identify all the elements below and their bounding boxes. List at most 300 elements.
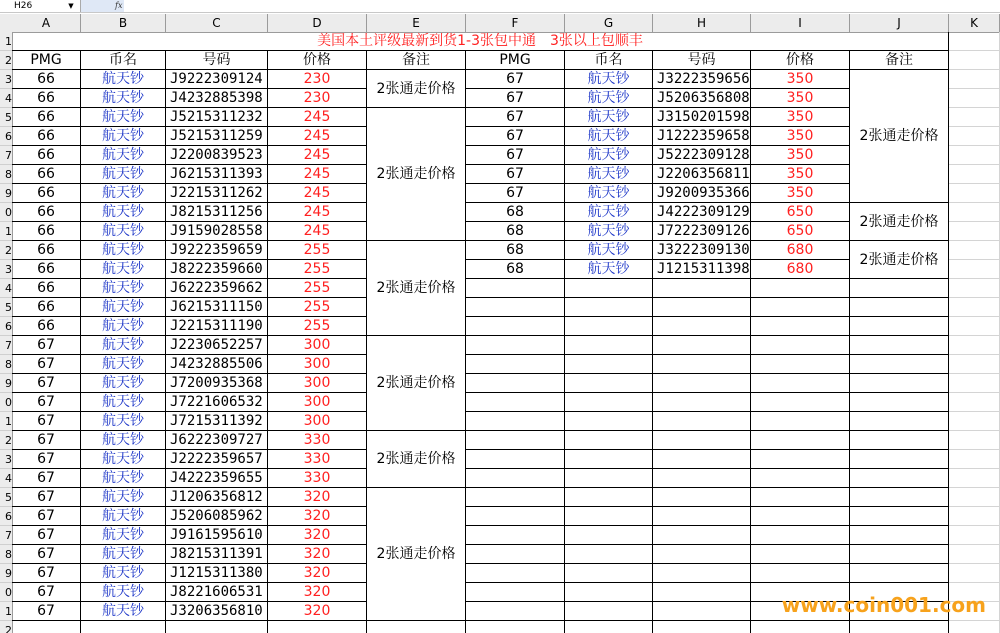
grid-cell[interactable] bbox=[565, 374, 653, 393]
serial-cell[interactable]: J2200839523 bbox=[166, 146, 268, 165]
coin-name-cell[interactable]: 航天钞 bbox=[81, 336, 166, 355]
grid-cell[interactable] bbox=[653, 564, 751, 583]
grid-cell[interactable] bbox=[565, 355, 653, 374]
grid-cell[interactable] bbox=[653, 355, 751, 374]
serial-cell[interactable]: J6215311150 bbox=[166, 298, 268, 317]
grid-cell[interactable] bbox=[850, 545, 949, 564]
row-header[interactable]: 5 bbox=[0, 108, 12, 127]
pmg-cell[interactable]: 67 bbox=[12, 374, 81, 393]
grid-cell[interactable] bbox=[850, 469, 949, 488]
grid-cell[interactable] bbox=[653, 488, 751, 507]
chevron-down-icon[interactable]: ▼ bbox=[68, 2, 74, 10]
serial-cell[interactable]: J2215311262 bbox=[166, 184, 268, 203]
note-cell[interactable]: 2张通走价格 bbox=[850, 203, 949, 241]
note-cell[interactable]: 2张通走价格 bbox=[367, 488, 466, 621]
price-cell[interactable]: 680 bbox=[751, 241, 850, 260]
grid-cell[interactable] bbox=[850, 336, 949, 355]
price-cell[interactable]: 350 bbox=[751, 165, 850, 184]
grid-cell[interactable] bbox=[268, 621, 367, 633]
serial-cell[interactable]: J6215311393 bbox=[166, 165, 268, 184]
grid-cell[interactable] bbox=[949, 317, 1000, 336]
serial-cell[interactable]: J9222359659 bbox=[166, 241, 268, 260]
pmg-cell[interactable]: 66 bbox=[12, 89, 81, 108]
row-header[interactable]: 4 bbox=[0, 279, 12, 298]
grid-cell[interactable] bbox=[850, 317, 949, 336]
grid-cell[interactable] bbox=[653, 317, 751, 336]
pmg-cell[interactable]: 67 bbox=[12, 412, 81, 431]
serial-cell[interactable]: J2222359657 bbox=[166, 450, 268, 469]
price-cell[interactable]: 230 bbox=[268, 89, 367, 108]
grid-cell[interactable] bbox=[751, 336, 850, 355]
serial-cell[interactable]: J9222309124 bbox=[166, 70, 268, 89]
grid-cell[interactable] bbox=[949, 621, 1000, 633]
grid-cell[interactable] bbox=[565, 279, 653, 298]
grid-cell[interactable] bbox=[565, 450, 653, 469]
grid-cell[interactable] bbox=[565, 507, 653, 526]
pmg-cell[interactable]: 67 bbox=[12, 393, 81, 412]
column-header[interactable]: J bbox=[850, 14, 949, 32]
grid-cell[interactable] bbox=[653, 621, 751, 633]
grid-cell[interactable] bbox=[949, 298, 1000, 317]
grid-cell[interactable] bbox=[751, 298, 850, 317]
row-header[interactable]: 2 bbox=[0, 621, 12, 633]
serial-cell[interactable]: J8222359660 bbox=[166, 260, 268, 279]
coin-name-cell[interactable]: 航天钞 bbox=[565, 203, 653, 222]
grid-cell[interactable] bbox=[466, 564, 565, 583]
serial-cell[interactable]: J3222359656 bbox=[653, 70, 751, 89]
pmg-cell[interactable]: 66 bbox=[12, 108, 81, 127]
price-cell[interactable]: 330 bbox=[268, 450, 367, 469]
grid-cell[interactable] bbox=[751, 412, 850, 431]
coin-name-cell[interactable]: 航天钞 bbox=[565, 222, 653, 241]
serial-cell[interactable]: J3222309130 bbox=[653, 241, 751, 260]
price-cell[interactable]: 245 bbox=[268, 127, 367, 146]
column-title[interactable]: PMG bbox=[12, 51, 81, 70]
price-cell[interactable]: 350 bbox=[751, 108, 850, 127]
grid-cell[interactable] bbox=[850, 526, 949, 545]
grid-cell[interactable] bbox=[850, 488, 949, 507]
grid-cell[interactable] bbox=[466, 317, 565, 336]
pmg-cell[interactable]: 66 bbox=[12, 279, 81, 298]
price-cell[interactable]: 245 bbox=[268, 222, 367, 241]
price-cell[interactable]: 245 bbox=[268, 165, 367, 184]
pmg-cell[interactable]: 66 bbox=[12, 260, 81, 279]
price-cell[interactable]: 300 bbox=[268, 412, 367, 431]
price-cell[interactable]: 650 bbox=[751, 222, 850, 241]
serial-cell[interactable]: J2206356811 bbox=[653, 165, 751, 184]
column-header[interactable]: E bbox=[367, 14, 466, 32]
price-cell[interactable]: 320 bbox=[268, 507, 367, 526]
row-header[interactable]: 1 bbox=[0, 412, 12, 431]
coin-name-cell[interactable]: 航天钞 bbox=[81, 507, 166, 526]
coin-name-cell[interactable]: 航天钞 bbox=[81, 260, 166, 279]
grid-cell[interactable] bbox=[565, 298, 653, 317]
coin-name-cell[interactable]: 航天钞 bbox=[81, 602, 166, 621]
row-header[interactable]: 3 bbox=[0, 450, 12, 469]
serial-cell[interactable]: J1206356812 bbox=[166, 488, 268, 507]
serial-cell[interactable]: J9159028558 bbox=[166, 222, 268, 241]
grid-cell[interactable] bbox=[850, 355, 949, 374]
price-cell[interactable]: 245 bbox=[268, 146, 367, 165]
grid-cell[interactable] bbox=[949, 507, 1000, 526]
coin-name-cell[interactable]: 航天钞 bbox=[81, 488, 166, 507]
grid-cell[interactable] bbox=[751, 317, 850, 336]
serial-cell[interactable]: J7215311392 bbox=[166, 412, 268, 431]
grid-cell[interactable] bbox=[751, 393, 850, 412]
grid-cell[interactable] bbox=[949, 165, 1000, 184]
serial-cell[interactable]: J2230652257 bbox=[166, 336, 268, 355]
row-header[interactable]: 0 bbox=[0, 583, 12, 602]
grid-cell[interactable] bbox=[949, 222, 1000, 241]
pmg-cell[interactable]: 67 bbox=[12, 336, 81, 355]
price-cell[interactable]: 255 bbox=[268, 317, 367, 336]
price-cell[interactable]: 300 bbox=[268, 355, 367, 374]
serial-cell[interactable]: J5206085962 bbox=[166, 507, 268, 526]
pmg-cell[interactable]: 67 bbox=[12, 545, 81, 564]
coin-name-cell[interactable]: 航天钞 bbox=[565, 127, 653, 146]
grid-cell[interactable] bbox=[565, 526, 653, 545]
grid-cell[interactable] bbox=[751, 526, 850, 545]
grid-cell[interactable] bbox=[949, 279, 1000, 298]
price-cell[interactable]: 350 bbox=[751, 70, 850, 89]
grid-cell[interactable] bbox=[949, 355, 1000, 374]
coin-name-cell[interactable]: 航天钞 bbox=[81, 279, 166, 298]
coin-name-cell[interactable]: 航天钞 bbox=[81, 374, 166, 393]
price-cell[interactable]: 300 bbox=[268, 374, 367, 393]
serial-cell[interactable]: J5215311259 bbox=[166, 127, 268, 146]
pmg-cell[interactable]: 67 bbox=[12, 488, 81, 507]
serial-cell[interactable]: J1222359658 bbox=[653, 127, 751, 146]
grid-cell[interactable] bbox=[751, 564, 850, 583]
grid-cell[interactable] bbox=[850, 412, 949, 431]
serial-cell[interactable]: J8215311391 bbox=[166, 545, 268, 564]
grid-cell[interactable] bbox=[466, 450, 565, 469]
coin-name-cell[interactable]: 航天钞 bbox=[81, 355, 166, 374]
note-cell[interactable]: 2张通走价格 bbox=[367, 70, 466, 108]
coin-name-cell[interactable]: 航天钞 bbox=[565, 184, 653, 203]
note-cell[interactable]: 2张通走价格 bbox=[850, 70, 949, 203]
grid-cell[interactable] bbox=[949, 241, 1000, 260]
grid-cell[interactable] bbox=[751, 374, 850, 393]
coin-name-cell[interactable]: 航天钞 bbox=[565, 70, 653, 89]
note-cell[interactable]: 2张通走价格 bbox=[367, 241, 466, 336]
grid-cell[interactable] bbox=[565, 412, 653, 431]
serial-cell[interactable]: J8215311256 bbox=[166, 203, 268, 222]
price-cell[interactable]: 320 bbox=[268, 602, 367, 621]
row-header[interactable]: 6 bbox=[0, 507, 12, 526]
grid-cell[interactable] bbox=[949, 203, 1000, 222]
serial-cell[interactable]: J4222309129 bbox=[653, 203, 751, 222]
coin-name-cell[interactable]: 航天钞 bbox=[565, 89, 653, 108]
grid-cell[interactable] bbox=[653, 583, 751, 602]
grid-cell[interactable] bbox=[81, 621, 166, 633]
price-cell[interactable]: 230 bbox=[268, 70, 367, 89]
row-header[interactable]: 3 bbox=[0, 70, 12, 89]
row-header[interactable]: 5 bbox=[0, 488, 12, 507]
grid-cell[interactable] bbox=[653, 431, 751, 450]
coin-name-cell[interactable]: 航天钞 bbox=[81, 545, 166, 564]
pmg-cell[interactable]: 67 bbox=[12, 507, 81, 526]
coin-name-cell[interactable]: 航天钞 bbox=[81, 165, 166, 184]
grid-cell[interactable] bbox=[949, 108, 1000, 127]
grid-cell[interactable] bbox=[565, 393, 653, 412]
pmg-cell[interactable]: 67 bbox=[12, 355, 81, 374]
grid-cell[interactable] bbox=[466, 374, 565, 393]
grid-cell[interactable] bbox=[653, 393, 751, 412]
row-header[interactable]: 3 bbox=[0, 260, 12, 279]
column-title[interactable]: 备注 bbox=[850, 51, 949, 70]
grid-cell[interactable] bbox=[949, 32, 1000, 51]
coin-name-cell[interactable]: 航天钞 bbox=[81, 564, 166, 583]
serial-cell[interactable]: J1215311380 bbox=[166, 564, 268, 583]
coin-name-cell[interactable]: 航天钞 bbox=[81, 127, 166, 146]
price-cell[interactable]: 255 bbox=[268, 260, 367, 279]
pmg-cell[interactable]: 66 bbox=[12, 127, 81, 146]
grid-cell[interactable] bbox=[466, 279, 565, 298]
row-header[interactable]: 2 bbox=[0, 431, 12, 450]
grid-cell[interactable] bbox=[565, 488, 653, 507]
pmg-cell[interactable]: 66 bbox=[12, 146, 81, 165]
price-cell[interactable]: 245 bbox=[268, 184, 367, 203]
grid-cell[interactable] bbox=[751, 355, 850, 374]
grid-cell[interactable] bbox=[751, 469, 850, 488]
grid-cell[interactable] bbox=[949, 70, 1000, 89]
pmg-cell[interactable]: 66 bbox=[12, 222, 81, 241]
column-title[interactable]: 币名 bbox=[81, 51, 166, 70]
serial-cell[interactable]: J6222309727 bbox=[166, 431, 268, 450]
pmg-cell[interactable]: 67 bbox=[466, 70, 565, 89]
grid-cell[interactable] bbox=[949, 374, 1000, 393]
pmg-cell[interactable]: 68 bbox=[466, 222, 565, 241]
row-header[interactable]: 6 bbox=[0, 127, 12, 146]
serial-cell[interactable]: J4222359655 bbox=[166, 469, 268, 488]
coin-name-cell[interactable]: 航天钞 bbox=[81, 583, 166, 602]
grid-cell[interactable] bbox=[466, 526, 565, 545]
grid-cell[interactable] bbox=[949, 51, 1000, 70]
row-header[interactable]: 5 bbox=[0, 298, 12, 317]
serial-cell[interactable]: J7200935368 bbox=[166, 374, 268, 393]
row-header[interactable]: 7 bbox=[0, 526, 12, 545]
grid-cell[interactable] bbox=[466, 336, 565, 355]
grid-cell[interactable] bbox=[751, 488, 850, 507]
row-header[interactable]: 1 bbox=[0, 32, 12, 51]
grid-cell[interactable] bbox=[565, 545, 653, 564]
pmg-cell[interactable]: 67 bbox=[12, 431, 81, 450]
price-cell[interactable]: 320 bbox=[268, 488, 367, 507]
grid-cell[interactable] bbox=[466, 621, 565, 633]
price-cell[interactable]: 350 bbox=[751, 89, 850, 108]
pmg-cell[interactable]: 67 bbox=[466, 165, 565, 184]
grid-cell[interactable] bbox=[565, 336, 653, 355]
row-header[interactable]: 8 bbox=[0, 545, 12, 564]
serial-cell[interactable]: J7221606532 bbox=[166, 393, 268, 412]
column-header[interactable]: F bbox=[466, 14, 565, 32]
coin-name-cell[interactable]: 航天钞 bbox=[81, 222, 166, 241]
price-cell[interactable]: 330 bbox=[268, 431, 367, 450]
grid-cell[interactable] bbox=[653, 602, 751, 621]
grid-cell[interactable] bbox=[949, 260, 1000, 279]
grid-cell[interactable] bbox=[751, 450, 850, 469]
grid-cell[interactable] bbox=[949, 431, 1000, 450]
grid-cell[interactable] bbox=[466, 393, 565, 412]
grid-cell[interactable] bbox=[850, 621, 949, 633]
grid-cell[interactable] bbox=[653, 450, 751, 469]
price-cell[interactable]: 350 bbox=[751, 146, 850, 165]
price-cell[interactable]: 350 bbox=[751, 127, 850, 146]
grid-cell[interactable] bbox=[850, 279, 949, 298]
column-title[interactable]: 号码 bbox=[653, 51, 751, 70]
fx-icon[interactable]: fx bbox=[80, 0, 124, 12]
grid-cell[interactable] bbox=[949, 450, 1000, 469]
grid-cell[interactable] bbox=[850, 450, 949, 469]
grid-cell[interactable] bbox=[565, 583, 653, 602]
grid-cell[interactable] bbox=[949, 89, 1000, 108]
pmg-cell[interactable]: 67 bbox=[12, 450, 81, 469]
row-header[interactable]: 8 bbox=[0, 355, 12, 374]
column-header[interactable]: A bbox=[12, 14, 81, 32]
serial-cell[interactable]: J7222309126 bbox=[653, 222, 751, 241]
grid-cell[interactable] bbox=[367, 621, 466, 633]
coin-name-cell[interactable]: 航天钞 bbox=[81, 108, 166, 127]
grid-cell[interactable] bbox=[466, 488, 565, 507]
row-header[interactable]: 9 bbox=[0, 184, 12, 203]
pmg-cell[interactable]: 67 bbox=[12, 602, 81, 621]
grid-cell[interactable] bbox=[850, 374, 949, 393]
grid-cell[interactable] bbox=[653, 469, 751, 488]
price-cell[interactable]: 330 bbox=[268, 469, 367, 488]
serial-cell[interactable]: J5215311232 bbox=[166, 108, 268, 127]
row-header[interactable]: 9 bbox=[0, 374, 12, 393]
coin-name-cell[interactable]: 航天钞 bbox=[565, 165, 653, 184]
price-cell[interactable]: 255 bbox=[268, 298, 367, 317]
pmg-cell[interactable]: 66 bbox=[12, 241, 81, 260]
grid-cell[interactable] bbox=[466, 431, 565, 450]
coin-name-cell[interactable]: 航天钞 bbox=[565, 260, 653, 279]
coin-name-cell[interactable]: 航天钞 bbox=[81, 203, 166, 222]
column-header[interactable]: H bbox=[653, 14, 751, 32]
grid-cell[interactable] bbox=[751, 545, 850, 564]
grid-cell[interactable] bbox=[850, 507, 949, 526]
price-cell[interactable]: 255 bbox=[268, 279, 367, 298]
serial-cell[interactable]: J9161595610 bbox=[166, 526, 268, 545]
price-cell[interactable]: 255 bbox=[268, 241, 367, 260]
grid-cell[interactable] bbox=[166, 621, 268, 633]
coin-name-cell[interactable]: 航天钞 bbox=[81, 70, 166, 89]
price-cell[interactable]: 320 bbox=[268, 545, 367, 564]
pmg-cell[interactable]: 67 bbox=[466, 89, 565, 108]
pmg-cell[interactable]: 68 bbox=[466, 241, 565, 260]
coin-name-cell[interactable]: 航天钞 bbox=[81, 146, 166, 165]
grid-cell[interactable] bbox=[949, 412, 1000, 431]
serial-cell[interactable]: J5222309128 bbox=[653, 146, 751, 165]
column-title[interactable]: 备注 bbox=[367, 51, 466, 70]
grid-cell[interactable] bbox=[565, 602, 653, 621]
pmg-cell[interactable]: 67 bbox=[466, 146, 565, 165]
grid-cell[interactable] bbox=[949, 146, 1000, 165]
row-header[interactable]: 0 bbox=[0, 203, 12, 222]
row-header[interactable]: 1 bbox=[0, 222, 12, 241]
serial-cell[interactable]: J1215311398 bbox=[653, 260, 751, 279]
row-header[interactable]: 1 bbox=[0, 602, 12, 621]
coin-name-cell[interactable]: 航天钞 bbox=[81, 241, 166, 260]
serial-cell[interactable]: J5206356808 bbox=[653, 89, 751, 108]
note-cell[interactable]: 2张通走价格 bbox=[850, 241, 949, 279]
column-header[interactable]: D bbox=[268, 14, 367, 32]
grid-cell[interactable] bbox=[466, 583, 565, 602]
grid-cell[interactable] bbox=[466, 469, 565, 488]
coin-name-cell[interactable]: 航天钞 bbox=[81, 184, 166, 203]
grid-cell[interactable] bbox=[653, 298, 751, 317]
pmg-cell[interactable]: 67 bbox=[466, 184, 565, 203]
coin-name-cell[interactable]: 航天钞 bbox=[81, 393, 166, 412]
column-title[interactable]: 价格 bbox=[268, 51, 367, 70]
coin-name-cell[interactable]: 航天钞 bbox=[81, 450, 166, 469]
coin-name-cell[interactable]: 航天钞 bbox=[81, 431, 166, 450]
grid-cell[interactable] bbox=[949, 127, 1000, 146]
grid-cell[interactable] bbox=[565, 564, 653, 583]
grid-cell[interactable] bbox=[653, 545, 751, 564]
note-cell[interactable]: 2张通走价格 bbox=[367, 336, 466, 431]
grid-cell[interactable] bbox=[466, 355, 565, 374]
price-cell[interactable]: 245 bbox=[268, 108, 367, 127]
grid-cell[interactable] bbox=[949, 469, 1000, 488]
price-cell[interactable]: 680 bbox=[751, 260, 850, 279]
row-header[interactable]: 2 bbox=[0, 241, 12, 260]
coin-name-cell[interactable]: 航天钞 bbox=[81, 412, 166, 431]
serial-cell[interactable]: J2215311190 bbox=[166, 317, 268, 336]
pmg-cell[interactable]: 66 bbox=[12, 184, 81, 203]
grid-cell[interactable] bbox=[565, 431, 653, 450]
serial-cell[interactable]: J4232885506 bbox=[166, 355, 268, 374]
pmg-cell[interactable]: 67 bbox=[12, 469, 81, 488]
grid-cell[interactable] bbox=[466, 545, 565, 564]
column-title[interactable]: 币名 bbox=[565, 51, 653, 70]
pmg-cell[interactable]: 66 bbox=[12, 165, 81, 184]
pmg-cell[interactable]: 66 bbox=[12, 203, 81, 222]
price-cell[interactable]: 320 bbox=[268, 526, 367, 545]
row-header[interactable]: 2 bbox=[0, 51, 12, 70]
grid-cell[interactable] bbox=[751, 431, 850, 450]
column-header[interactable]: I bbox=[751, 14, 850, 32]
name-box[interactable]: H26 bbox=[14, 1, 33, 11]
pmg-cell[interactable]: 68 bbox=[466, 203, 565, 222]
pmg-cell[interactable]: 66 bbox=[12, 70, 81, 89]
row-header[interactable]: 7 bbox=[0, 336, 12, 355]
grid-cell[interactable] bbox=[850, 564, 949, 583]
column-header[interactable]: B bbox=[81, 14, 166, 32]
grid-cell[interactable] bbox=[751, 507, 850, 526]
grid-cell[interactable] bbox=[565, 317, 653, 336]
sheet-title[interactable]: 美国本土评级最新到货1-3张包中通 3张以上包顺丰 bbox=[12, 32, 949, 51]
row-header[interactable]: 7 bbox=[0, 146, 12, 165]
price-cell[interactable]: 300 bbox=[268, 393, 367, 412]
grid-cell[interactable] bbox=[653, 412, 751, 431]
grid-cell[interactable] bbox=[949, 564, 1000, 583]
serial-cell[interactable]: J6222359662 bbox=[166, 279, 268, 298]
row-header[interactable]: 4 bbox=[0, 469, 12, 488]
grid-cell[interactable] bbox=[850, 431, 949, 450]
grid-cell[interactable] bbox=[653, 374, 751, 393]
price-cell[interactable]: 320 bbox=[268, 564, 367, 583]
pmg-cell[interactable]: 67 bbox=[466, 108, 565, 127]
coin-name-cell[interactable]: 航天钞 bbox=[81, 317, 166, 336]
coin-name-cell[interactable]: 航天钞 bbox=[81, 89, 166, 108]
note-cell[interactable]: 2张通走价格 bbox=[367, 431, 466, 488]
serial-cell[interactable]: J9200935366 bbox=[653, 184, 751, 203]
grid-cell[interactable] bbox=[466, 298, 565, 317]
serial-cell[interactable]: J3206356810 bbox=[166, 602, 268, 621]
pmg-cell[interactable]: 66 bbox=[12, 298, 81, 317]
